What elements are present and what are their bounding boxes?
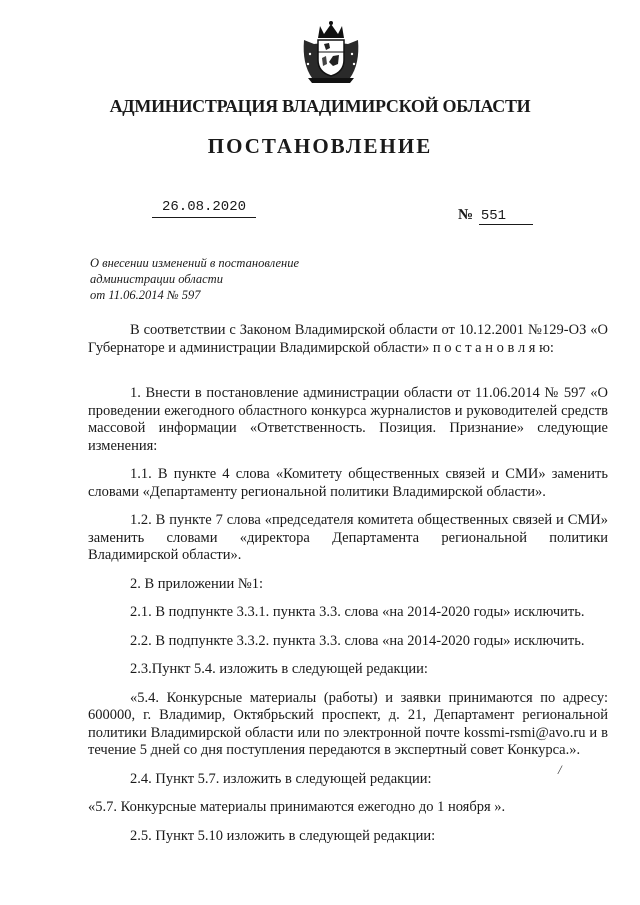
- paragraph-5-4: «5.4. Конкурсные материалы (работы) и заявки принимаются по адресу: 600000, г. Владимир, Октябрьский проспект, д. 21, Департамент региональной политики Владимирской области или по электронной почте kossmi-rsmi@avo.ru и в течение 5 дней со дня поступления передаются в экспертный совет Конкурса.».: [88, 689, 608, 758]
- paragraph-2-1: 2.1. В подпункте 3.3.1. пункта 3.3. слова «на 2014-2020 годы» исключить.: [130, 604, 585, 620]
- document-subject: [90, 255, 330, 303]
- stray-mark: /: [558, 762, 562, 777]
- paragraph-1-2: 1.2. В пункте 7 слова «председателя комитета общественных связей и СМИ» заменить словами «директора Департамента региональной политики Владимирской области».: [88, 512, 608, 563]
- number-value: 551: [479, 208, 533, 225]
- paragraph-1: 1. Внести в постановление администрации области от 11.06.2014 № 597 «О проведении ежегодного областного конкурса журналистов и руководителей средств массовой информации «Ответственность. Позиция. Признание» следующие изменения:: [88, 385, 608, 454]
- paragraph-5-7: «5.7. Конкурсные материалы принимаются ежегодно до 1 ноября ».: [88, 799, 506, 815]
- preamble-paragraph: В соответствии с Законом Владимирской области от 10.12.2001 №129-ОЗ «О Губернаторе и администрации Владимирской области» п о с т а н о в л я ю:: [88, 322, 608, 356]
- subject-line: от 11.06.2014 № 597: [90, 288, 201, 302]
- paragraph-2-3: 2.3.Пункт 5.4. изложить в следующей редакции:: [130, 661, 428, 677]
- document-number: [458, 207, 533, 225]
- document-body: [88, 322, 608, 845]
- paragraph-2-5: 2.5. Пункт 5.10 изложить в следующей редакции:: [130, 827, 436, 844]
- paragraph-2: 2. В приложении №1:: [130, 575, 263, 592]
- subject-line: администрации области: [90, 272, 223, 286]
- subject-line: О внесении изменений в постановление: [90, 256, 300, 270]
- coat-of-arms-icon: [298, 20, 364, 86]
- number-sign: №: [458, 207, 474, 223]
- paragraph-2-2: 2.2. В подпункте 3.3.2. пункта 3.3. слова «на 2014-2020 годы» исключить.: [130, 632, 585, 649]
- paragraph-1-1: 1.1. В пункте 4 слова «Комитету общественных связей и СМИ» заменить словами «Департаменту региональной политики Владимирской области».: [88, 466, 608, 500]
- document-type-title: ПОСТАНОВЛЕНИЕ: [207, 134, 433, 158]
- document-date: 26.08.2020: [152, 199, 256, 218]
- paragraph-2-4: 2.4. Пункт 5.7. изложить в следующей редакции:: [130, 770, 432, 787]
- organization-name: АДМИНИСТРАЦИЯ ВЛАДИМИРСКОЙ ОБЛАСТИ: [109, 96, 531, 116]
